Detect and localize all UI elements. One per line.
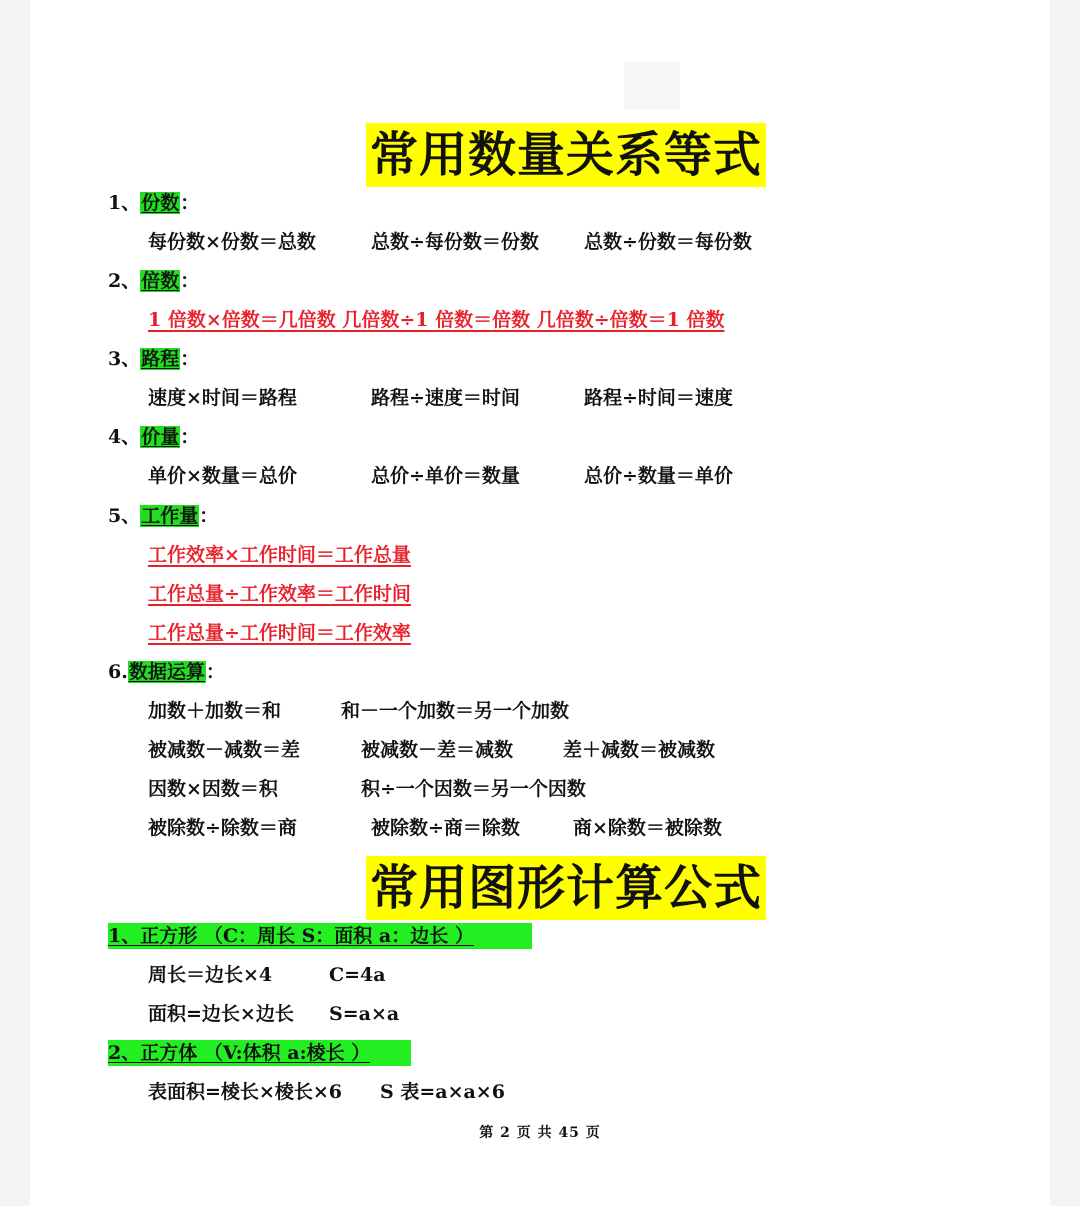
formula: 差＋减数＝被减数 — [563, 739, 716, 761]
formula: 加数＋加数＝和 — [148, 700, 282, 722]
section-label: 份数 — [141, 192, 180, 214]
section-label: 路程 — [141, 348, 180, 370]
formula-red: 1 倍数×倍数＝几倍数 几倍数÷1 倍数＝倍数 几倍数÷倍数＝1 倍数 — [148, 309, 725, 331]
formula: 速度×时间＝路程 — [148, 387, 297, 409]
formula: 每份数×份数＝总数 — [148, 231, 316, 253]
square-heading: 1、正方形 （C：周长 S：面积 a：边长 ） — [108, 923, 532, 949]
formula: 被除数÷商＝除数 — [371, 817, 520, 839]
formula: 因数×因数＝积 — [148, 778, 278, 800]
formula: 商×除数＝被除数 — [573, 817, 722, 839]
section-label: 价量 — [141, 426, 180, 448]
section-4-heading: 4、价量： — [108, 426, 200, 448]
formula: 总价÷单价＝数量 — [371, 465, 520, 487]
formula-red: 工作总量÷工作时间＝工作效率 — [148, 622, 411, 644]
formula: 总数÷每份数＝份数 — [371, 231, 539, 253]
formula: 表面积=棱长×棱长×6 — [148, 1081, 342, 1103]
section-3-heading: 3、路程： — [108, 348, 200, 370]
formula: 路程÷速度＝时间 — [371, 387, 520, 409]
formula: 路程÷时间＝速度 — [584, 387, 733, 409]
section-2-heading: 2、倍数： — [108, 270, 200, 292]
cube-heading: 2、正方体 （V:体积 a:棱长 ） — [108, 1040, 411, 1066]
formula: 积÷一个因数＝另一个因数 — [361, 778, 586, 800]
formula: 被除数÷除数＝商 — [148, 817, 297, 839]
formula-red: 工作效率×工作时间＝工作总量 — [148, 544, 411, 566]
formula: C=4a — [329, 964, 386, 986]
section-5-heading: 5、工作量： — [108, 505, 219, 527]
section-number: 1、 — [108, 192, 141, 214]
formula: 被减数－减数＝差 — [148, 739, 301, 761]
section-6-heading: 6.数据运算： — [108, 661, 225, 683]
section-label: 工作量 — [141, 505, 199, 527]
page-footer: 第 2 页 共 45 页 — [479, 1125, 601, 1141]
formula: 面积=边长×边长 — [148, 1003, 294, 1025]
scan-smudge — [624, 62, 680, 110]
formula: S=a×a — [329, 1003, 400, 1025]
section-label: 倍数 — [141, 270, 180, 292]
formula: 单价×数量＝总价 — [148, 465, 297, 487]
formula: 周长＝边长×4 — [148, 964, 273, 986]
formula: 总价÷数量＝单价 — [584, 465, 733, 487]
formula: 总数÷份数＝每份数 — [584, 231, 752, 253]
title-quantity-relations: 常用数量关系等式 — [366, 123, 766, 187]
formula: 被减数－差＝减数 — [361, 739, 514, 761]
formula: S 表=a×a×6 — [380, 1081, 505, 1103]
title-shape-formulas: 常用图形计算公式 — [366, 856, 766, 920]
section-1-heading: 1、份数： — [108, 192, 200, 214]
formula-red: 工作总量÷工作效率＝工作时间 — [148, 583, 411, 605]
section-label: 数据运算 — [128, 661, 205, 683]
formula: 和－一个加数＝另一个加数 — [341, 700, 570, 722]
